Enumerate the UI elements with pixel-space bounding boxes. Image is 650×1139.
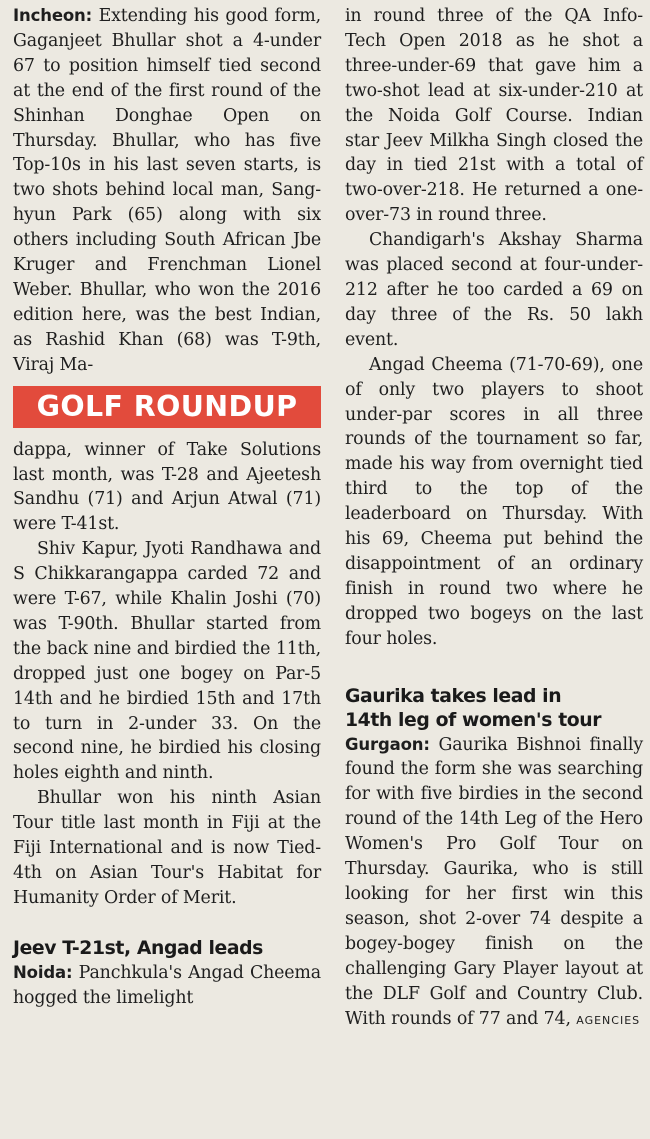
spacer xyxy=(13,911,321,937)
dateline-gurgaon: Gurgaon: xyxy=(345,734,430,754)
dateline-noida: Noida: xyxy=(13,962,73,982)
paragraph-text: Extending his good form, Gaganjeet Bhullar shot a 4-under 67 to position himself tied second at the end of the first round of the Shinhan Donghae Open on Thursday. Bhullar, who has five Top-10s in his last seven starts, is two shots behind local man, Sang-hyun Park (65) along with six others including South African Jbe Kruger and Frenchman Lionel Weber. Bhullar, who won the 2016 edition here, was the best Indian, as Rashid Khan (68) was T-9th, Viraj Ma- xyxy=(13,6,321,375)
agency-credit: AGENCIES xyxy=(576,1013,641,1027)
article-paragraph: Chandigarh's Akshay Sharma was placed second at four-under-212 after he too carded a 69 on day three of the Rs. 50 lakh event. xyxy=(345,230,643,350)
paragraph-text: Panchkula's Angad Cheema hogged the limelight xyxy=(13,962,321,1008)
left-column xyxy=(13,4,321,1011)
article-paragraph: Shiv Kapur, Jyoti Randhawa and S Chikkarangappa carded 72 and were T-67, while Khalin Joshi (70) was T-90th. Bhullar started from the back nine and birdied the 11th, dropped just one bogey on Par-5 14th and he birdied 15th and 17th to turn in 2-under 33. On the second nine, he birdied his closing holes eighth and ninth. xyxy=(13,539,321,784)
article-paragraph xyxy=(13,4,321,378)
subheading-gaurika-line1: Gaurika takes lead in xyxy=(345,685,562,707)
right-column xyxy=(345,4,643,1033)
article-paragraph: in round three of the QA Info-Tech Open 2018 as he shot a three-under-69 that gave him a two-shot lead at six-under-210 at the Noida Golf Course. Indian star Jeev Milkha Singh closed the day in tied 21st with a total of two-over-218. He returned a one-over-73 in round three. xyxy=(345,6,643,226)
paragraph-text: Gaurika Bishnoi finally found the form she was searching for with five birdies in the second round of the 14th Leg of the Hero Women's Pro Golf Tour on Thursday. Gaurika, who is still looking for her first win this season, shot 2-over 74 despite a bogey-bogey finish on the challenging Gary Player layout at the DLF Golf and Country Club. With rounds of 77 and 74, xyxy=(345,734,643,1029)
section-banner xyxy=(13,386,321,428)
subheading-jeev: Jeev T-21st, Angad leads xyxy=(13,937,263,959)
article-paragraph: Bhullar won his ninth Asian Tour title last month in Fiji at the Fiji International and is now Tied-4th on Asian Tour's Habitat for Humanity Order of Merit. xyxy=(13,788,321,908)
article-paragraph xyxy=(345,733,643,1034)
spacer xyxy=(345,652,643,685)
article-paragraph xyxy=(13,961,321,1011)
subheading-gaurika-line2: 14th leg of women's tour xyxy=(345,709,602,731)
article-paragraph: dappa, winner of Take Solutions last month, was T-28 and Ajeetesh Sandhu (71) and Arjun Atwal (71) were T-41st. xyxy=(13,439,321,535)
article-paragraph: Angad Cheema (71-70-69), one of only two players to shoot under-par scores in all three rounds of the tournament so far, made his way from overnight tied third to the top of the leaderboard on Thursday. With his 69, Cheema put behind the disappointment of an ordinary finish in round two where he dropped two bogeys on the last four holes. xyxy=(345,354,643,649)
dateline-incheon: Incheon: xyxy=(13,6,93,25)
banner-title: GOLF ROUNDUP xyxy=(36,390,298,424)
